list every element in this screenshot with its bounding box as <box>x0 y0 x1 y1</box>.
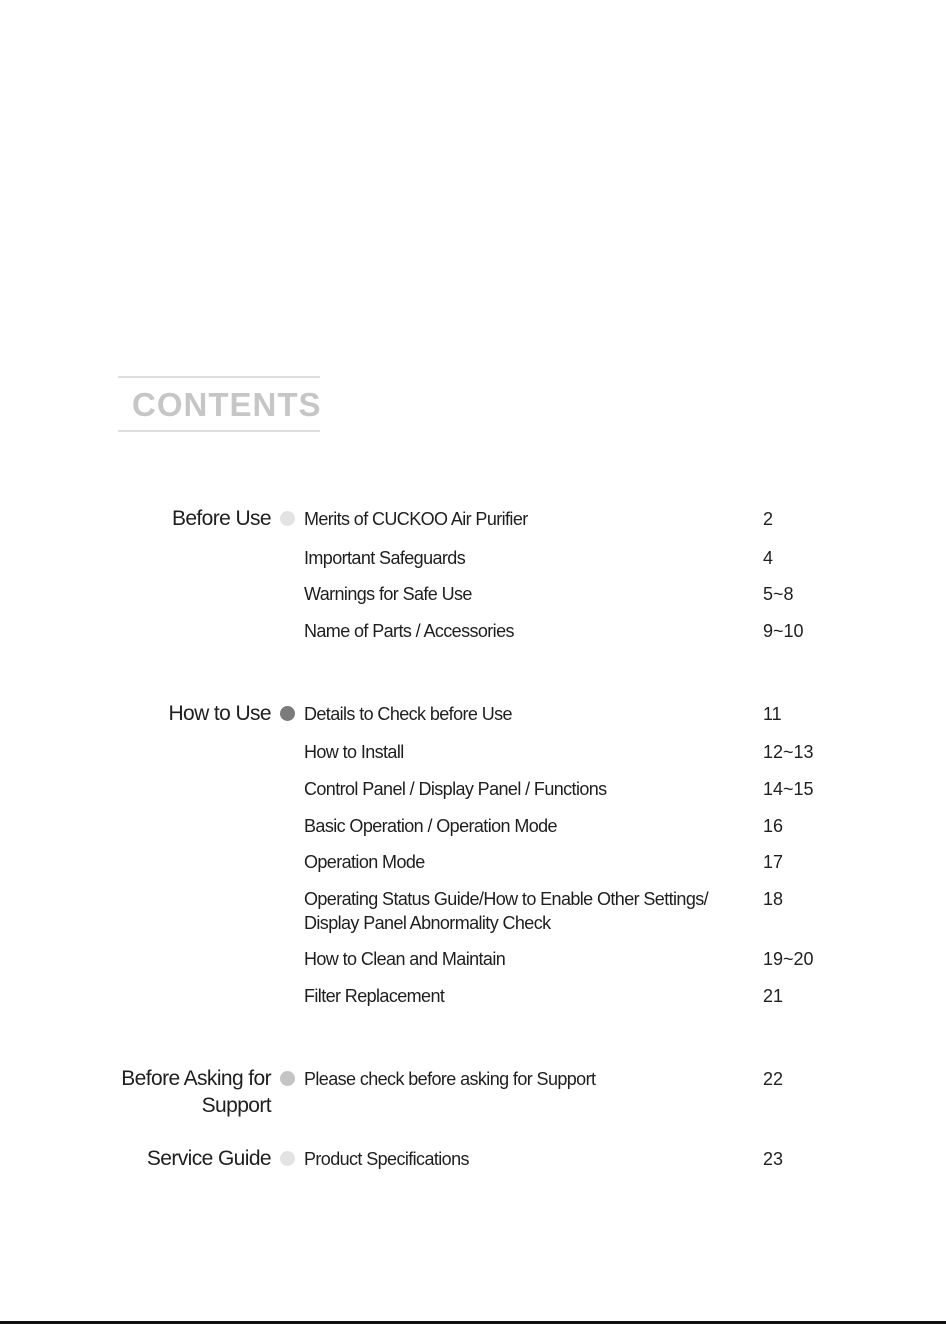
toc-entry-title[interactable]: How to Clean and Maintain <box>304 949 506 969</box>
toc-entry-title[interactable]: Merits of CUCKOO Air Purifier <box>304 509 528 529</box>
toc-entry-page[interactable]: 2 <box>763 509 774 529</box>
toc-entry-title[interactable]: Please check before asking for Support <box>304 1069 596 1089</box>
toc-entry-page[interactable]: 17 <box>763 852 784 872</box>
section-bullet-dot <box>280 706 295 721</box>
section-bullet-dot <box>280 511 295 526</box>
toc-entry-page[interactable]: 21 <box>763 986 784 1006</box>
toc-entry-page[interactable]: 19~20 <box>763 949 814 969</box>
toc-entry-title[interactable]: Control Panel / Display Panel / Functions <box>304 779 607 799</box>
section-bullet-dot <box>280 1071 295 1086</box>
toc-entry-title[interactable]: Name of Parts / Accessories <box>304 621 514 641</box>
toc-entry-title[interactable]: Warnings for Safe Use <box>304 584 472 604</box>
section-title-how-to-use: How to Use <box>168 702 271 725</box>
toc-entry-page[interactable]: 4 <box>763 548 774 568</box>
toc-entry-title[interactable]: Important Safeguards <box>304 548 466 568</box>
toc-entry-title[interactable]: How to Install <box>304 742 404 762</box>
section-title-before-asking-for-support: Before Asking for <box>121 1067 271 1090</box>
toc-entry-page[interactable]: 23 <box>763 1149 784 1169</box>
section-title-service-guide: Service Guide <box>146 1147 271 1170</box>
section-bullet-dot <box>280 1151 295 1166</box>
contents-heading-box <box>118 376 320 432</box>
toc-entry-title[interactable]: Filter Replacement <box>304 986 445 1006</box>
toc-entry-page[interactable]: 11 <box>763 704 782 724</box>
toc-entry-page[interactable]: 12~13 <box>763 742 814 762</box>
toc-entry-page[interactable]: 5~8 <box>763 584 794 604</box>
section-title-before-use: Before Use <box>171 507 271 530</box>
toc-entry-title[interactable]: Product Specifications <box>304 1149 469 1169</box>
toc-entry-page[interactable]: 22 <box>763 1069 784 1089</box>
toc-entry-page[interactable]: 16 <box>763 816 784 836</box>
toc-entry-page[interactable]: 14~15 <box>763 779 814 799</box>
contents-heading: CONTENTS <box>132 386 322 423</box>
section-title-continued: Support <box>201 1094 271 1117</box>
toc-entry-title-continued[interactable]: Display Panel Abnormality Check <box>304 913 551 933</box>
toc-entry-page[interactable]: 9~10 <box>763 621 804 641</box>
toc-entry-page[interactable]: 18 <box>763 889 784 909</box>
toc-entry-title[interactable]: Operation Mode <box>304 852 425 872</box>
toc-entry-title[interactable]: Basic Operation / Operation Mode <box>304 816 557 836</box>
toc-entry-title[interactable]: Details to Check before Use <box>304 704 512 724</box>
toc-entry-title[interactable]: Operating Status Guide/How to Enable Other Settings/ <box>304 889 709 909</box>
